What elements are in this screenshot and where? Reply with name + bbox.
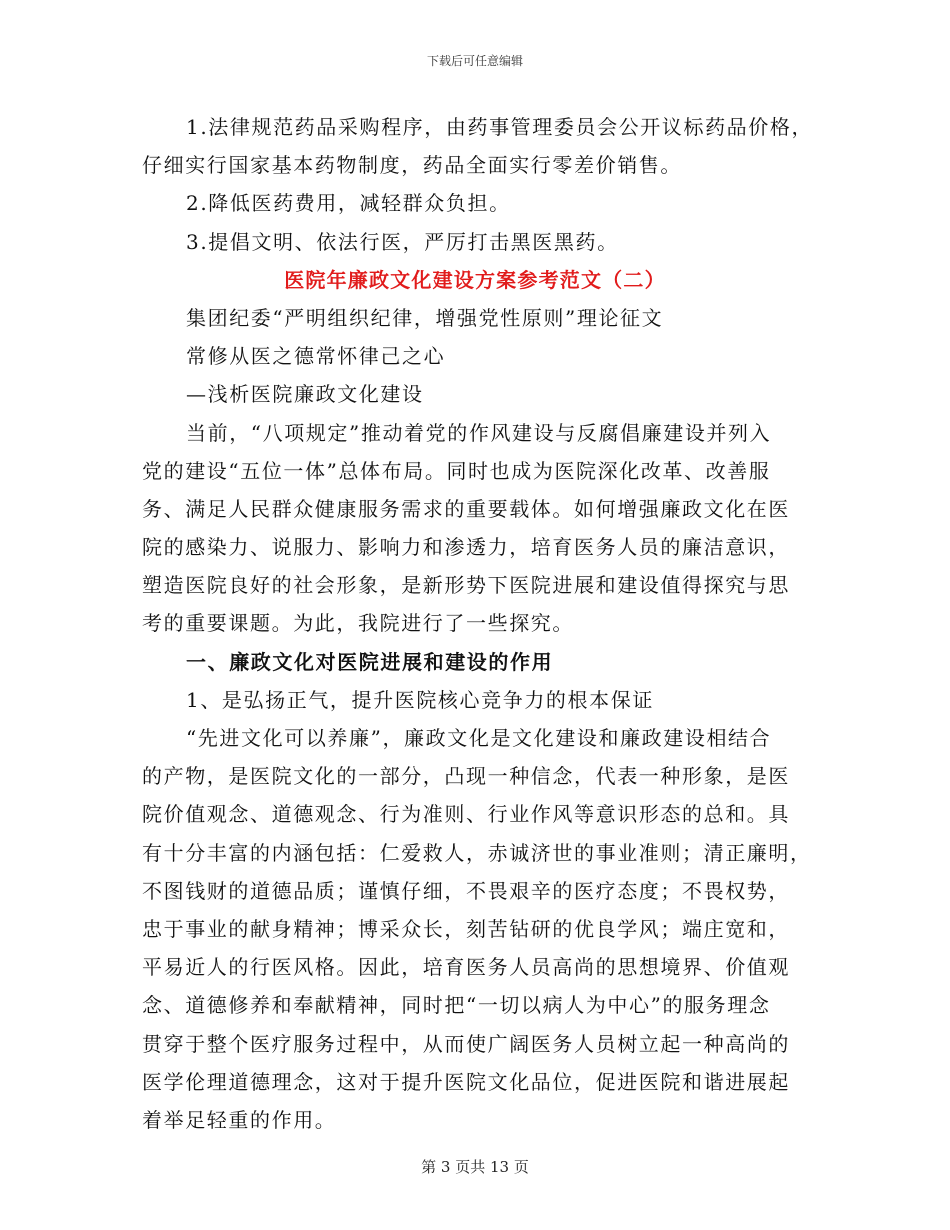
- page-header: 下载后可任意编辑: [426, 54, 523, 68]
- paragraph-line: 着举足轻重的作用。: [142, 1107, 337, 1132]
- section-title: 医院年廉政文化建设方案参考范文（二）: [284, 267, 666, 292]
- paragraph-line: 念、道德修养和奉献精神，同时把“一切以病人为中心”的服务理念: [142, 993, 771, 1018]
- paragraph-line: 1.法律规范药品采购程序，由药事管理委员会公开议标药品价格，: [186, 115, 814, 139]
- subsection-heading: 1、是弘扬正气，提升医院核心竞争力的根本保证: [186, 687, 654, 712]
- document-body: [142, 108, 814, 1139]
- paragraph-line: —浅析医院廉政文化建设: [186, 382, 424, 407]
- section-heading: 一、廉政文化对医院进展和建设的作用: [186, 649, 554, 674]
- paragraph-line: 医学伦理道德理念，这对于提升医院文化品位，促进医院和谐进展起: [142, 1069, 790, 1094]
- paragraph-line: 党的建设“五位一体”总体布局。同时也成为医院深化改革、改善服: [142, 458, 771, 483]
- paragraph-line: “先进文化可以养廉”，廉政文化是文化建设和廉政建设相结合: [186, 726, 772, 750]
- paragraph-line: 常修从医之德常怀律己之心: [186, 344, 446, 369]
- paragraph-line: 有十分丰富的内涵包括：仁爱救人，赤诚济世的事业准则；清正廉明，: [142, 840, 812, 865]
- paragraph-line: 当前，“八项规定”推动着党的作风建设与反腐倡廉建设并列入: [186, 420, 772, 445]
- paragraph-line: 塑造医院良好的社会形象，是新形势下医院进展和建设值得探究与思: [142, 573, 790, 598]
- paragraph-line: 院的感染力、说服力、影响力和渗透力，培育医务人员的廉洁意识，: [142, 535, 790, 560]
- paragraph-line: 的产物，是医院文化的一部分，凸现一种信念，代表一种形象，是医: [142, 764, 790, 789]
- paragraph-line: 2.降低医药费用，减轻群众负担。: [186, 191, 511, 216]
- paragraph-line: 3.提倡文明、依法行医，严厉打击黑医黑药。: [186, 229, 619, 254]
- paragraph-line: 考的重要课题。为此，我院进行了一些探究。: [142, 611, 574, 636]
- paragraph-line: 集团纪委“严明组织纪律，增强党性原则”理论征文: [186, 305, 664, 330]
- paragraph-line: 务、满足人民群众健康服务需求的重要载体。如何增强廉政文化在医: [142, 496, 790, 521]
- paragraph-line: 不图钱财的道德品质；谨慎仔细，不畏艰辛的医疗态度；不畏权势，: [142, 878, 790, 903]
- page-footer: 第 3 页共 13 页: [421, 1158, 529, 1176]
- paragraph-line: 院价值观念、道德观念、行为准则、行业作风等意识形态的总和。具: [142, 802, 790, 827]
- paragraph-line: 仔细实行国家基本药物制度，药品全面实行零差价销售。: [142, 153, 682, 178]
- paragraph-line: 平易近人的行医风格。因此，培育医务人员高尚的思想境界、价值观: [142, 955, 790, 980]
- paragraph-line: 贯穿于整个医疗服务过程中，从而使广阔医务人员树立起一种高尚的: [142, 1031, 790, 1056]
- paragraph-line: 忠于事业的献身精神；博采众长，刻苦钻研的优良学风；端庄宽和，: [142, 916, 790, 941]
